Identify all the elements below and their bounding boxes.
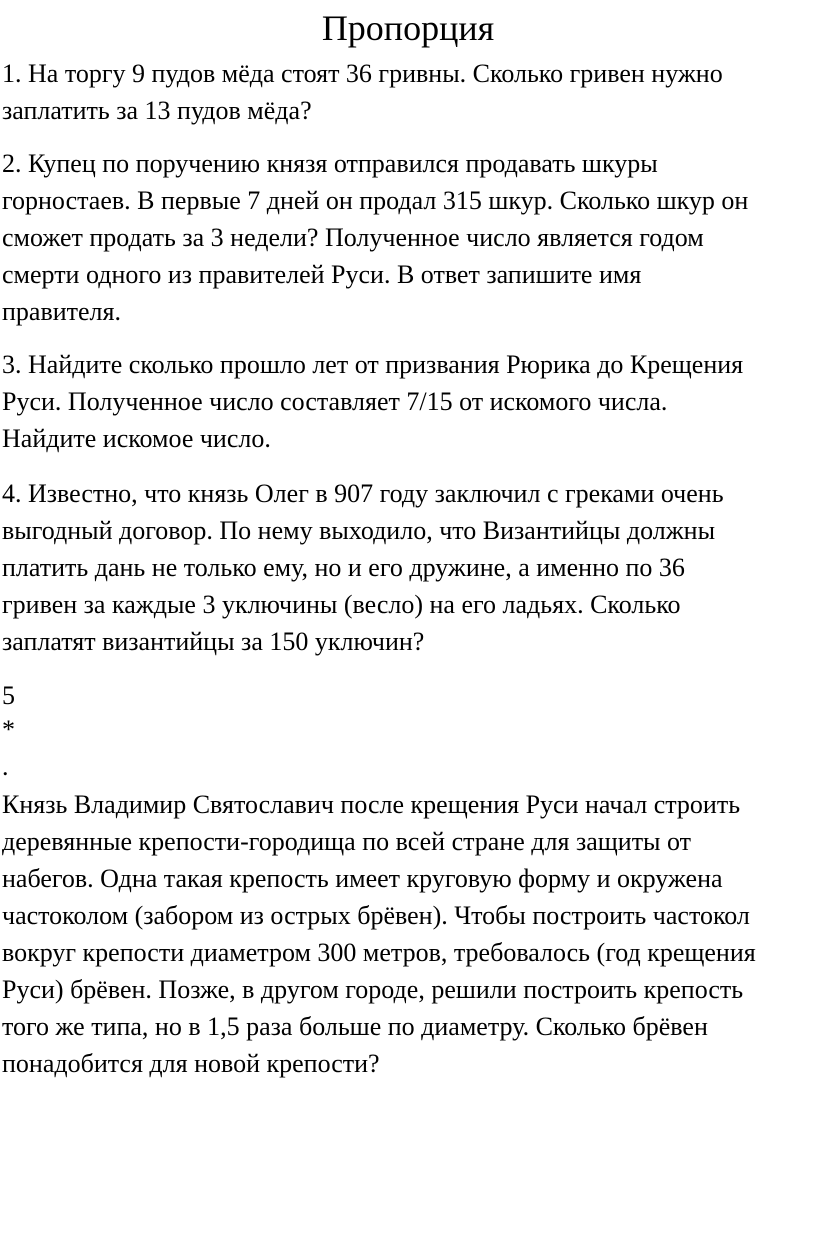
problem-5-number: 5 — [2, 681, 15, 710]
problem-2-text: 2. Купец по поручению князя отправился продавать шкуры горностаев. В первые 7 дней он продал 315 шкур. Сколько шкур он сможет продать за 3 недели? Полученное число является годом смерти одного из правителей Руси. В ответ запишите имя правителя. — [2, 149, 749, 326]
problem-4-text: 4. Известно, что князь Олег в 907 году заключил с греками очень выгодный договор. По нему выходило, что Византийцы должны платить дань не только ему, но и его дружине, а именно по 36 гривен за каждые 3 уключины (весло) на его ладьях. Сколько заплатят византийцы за 150 уключин? — [2, 479, 724, 656]
problem-5-star: * — [2, 715, 15, 744]
problem-1-text: 1. На торгу 9 пудов мёда стоят 36 гривны. Сколько гривен нужно заплатить за 13 пудов мёда? — [2, 59, 723, 125]
problem-5-dot: . — [2, 752, 9, 781]
problem-5-text: Князь Владимир Святославич после крещения Руси начал строить деревянные крепости-городища по всей стране для защиты от набегов. Одна такая крепость имеет круговую форму и окружена частоколом (забором из острых брёвен). Чтобы построить частокол вокруг крепости диаметром 300 метров, требовалось (год крещения Руси) брёвен. Позже, в другом городе, решили построить крепость того же типа, но в 1,5 раза больше по диаметру. Сколько брёвен понадобится для новой крепости? — [2, 790, 756, 1078]
page-title: Пропорция — [321, 8, 495, 48]
problem-3-text: 3. Найдите сколько прошло лет от призвания Рюрика до Крещения Руси. Полученное число составляет 7/15 от искомого числа. Найдите искомое число. — [2, 350, 744, 453]
